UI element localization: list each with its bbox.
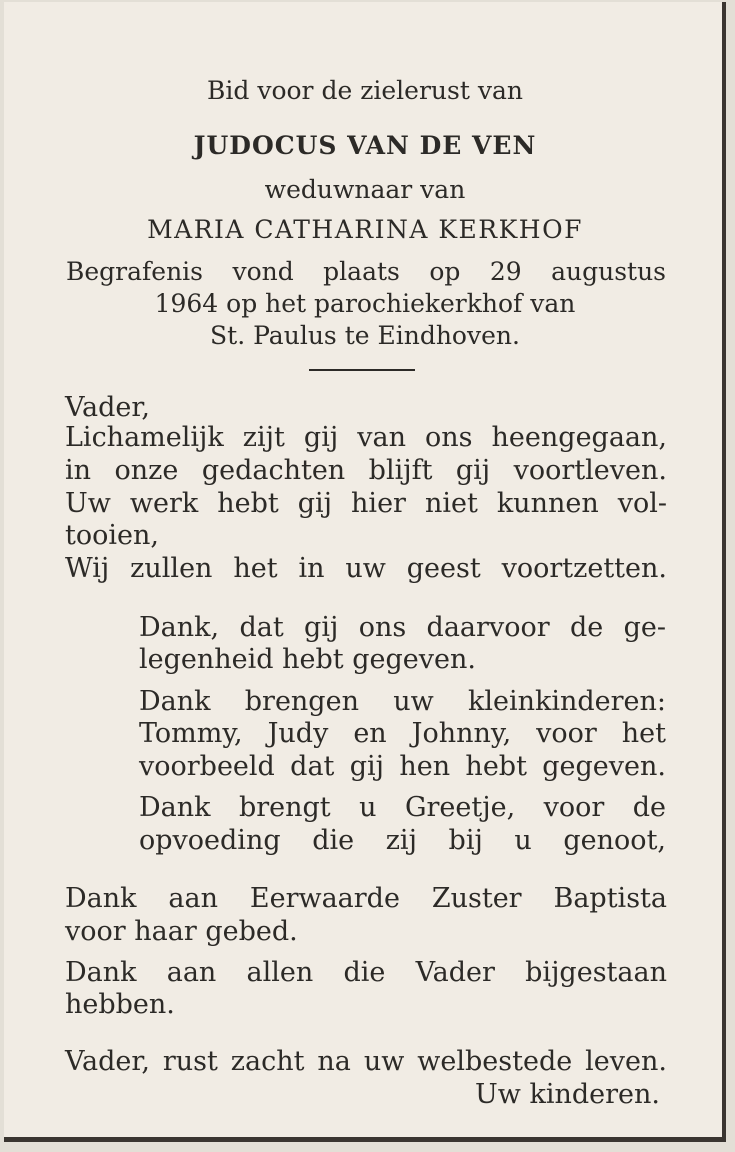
poem-line: Wij zullen het in uw geest voortzetten. <box>65 553 667 584</box>
poem-line: Lichamelijk zijt gij van ons heengegaan, <box>65 422 667 453</box>
thanks-line: opvoeding die zij bij u genoot, <box>139 825 666 856</box>
funeral-line: 1964 op het parochiekerkhof van <box>154 289 576 318</box>
relation-line: weduwnaar van <box>264 175 466 204</box>
prayer-line: Bid voor de zielerust van <box>207 76 523 105</box>
thanks-line: Dank aan Eerwaarde Zuster Baptista <box>65 883 667 914</box>
poem-line: Uw werk hebt gij hier niet kunnen vol- <box>65 488 667 519</box>
funeral-line: Begrafenis vond plaats op 29 augustus <box>66 257 666 286</box>
poem-line: tooien, <box>65 520 159 551</box>
poem-line: Vader, <box>65 392 150 423</box>
funeral-line: St. Paulus te Eindhoven. <box>210 321 520 350</box>
thanks-line: Dank brengt u Greetje, voor de <box>139 792 666 823</box>
memorial-card <box>4 2 726 1142</box>
thanks-line: legenheid hebt gegeven. <box>139 644 476 675</box>
thanks-line: Tommy, Judy en Johnny, voor het <box>139 718 666 749</box>
spouse-name: MARIA CATHARINA KERKHOF <box>147 215 583 244</box>
divider-rule <box>309 369 415 371</box>
deceased-name: JUDOCUS VAN DE VEN <box>193 131 537 160</box>
thanks-line: Dank, dat gij ons daarvoor de ge- <box>139 612 666 643</box>
thanks-line: voor haar gebed. <box>65 916 298 947</box>
thanks-line: Dank aan allen die Vader bijgestaan <box>65 957 667 988</box>
thanks-line: Dank brengen uw kleinkinderen: <box>139 686 666 717</box>
thanks-line: voorbeeld dat gij hen hebt gegeven. <box>139 751 666 782</box>
thanks-line: hebben. <box>65 989 175 1020</box>
farewell-line: Vader, rust zacht na uw welbestede leven. <box>65 1046 667 1077</box>
signature: Uw kinderen. <box>475 1079 660 1110</box>
poem-line: in onze gedachten blijft gij voortleven. <box>65 455 667 486</box>
